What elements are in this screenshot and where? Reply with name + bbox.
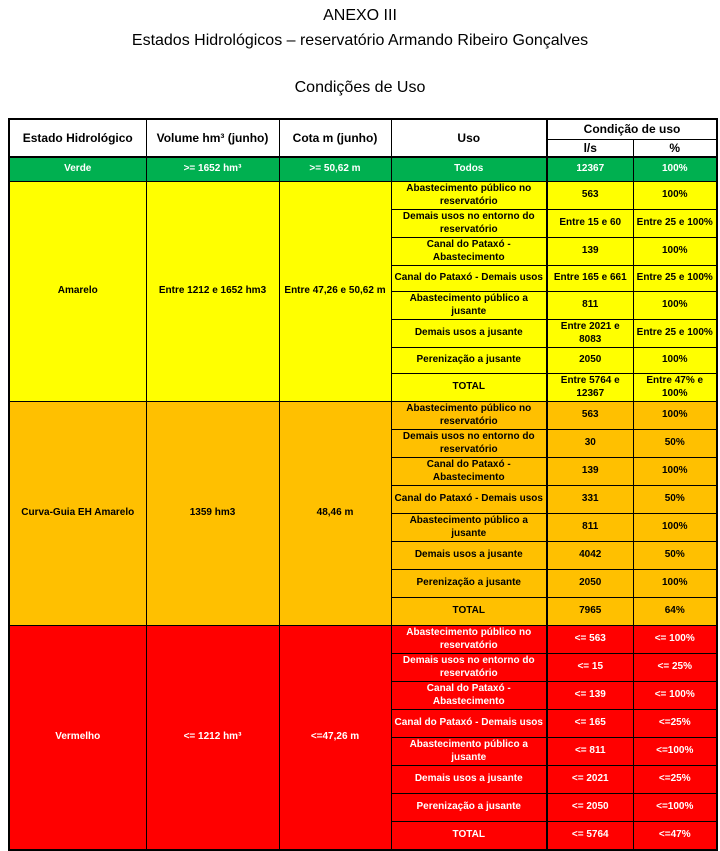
uso-cell: TOTAL: [391, 822, 547, 850]
table-row: [9, 626, 717, 654]
estado-cell: Curva-Guia EH Amarelo: [9, 402, 146, 626]
ls-cell: 563: [547, 402, 633, 430]
uso-cell: Canal do Pataxó - Demais usos: [391, 266, 547, 292]
section-amarelo: [9, 182, 717, 402]
ls-cell: Entre 15 e 60: [547, 210, 633, 238]
ls-cell: <= 139: [547, 682, 633, 710]
pct-cell: 100%: [633, 238, 717, 266]
header-condicao-de-uso: Condição de uso: [547, 119, 717, 139]
pct-cell: 100%: [633, 514, 717, 542]
ls-cell: Entre 5764 e 12367: [547, 374, 633, 402]
pct-cell: <= 100%: [633, 626, 717, 654]
section-curva-guia: [9, 402, 717, 626]
uso-cell: Demais usos a jusante: [391, 320, 547, 348]
table-header: [9, 119, 717, 157]
volume-cell: >= 1652 hm³: [146, 157, 279, 182]
uso-cell: Canal do Pataxó - Demais usos: [391, 710, 547, 738]
ls-cell: <= 2021: [547, 766, 633, 794]
pct-cell: <= 100%: [633, 682, 717, 710]
uso-cell: Perenização a jusante: [391, 348, 547, 374]
pct-cell: 50%: [633, 542, 717, 570]
pct-cell: Entre 25 e 100%: [633, 320, 717, 348]
uso-cell: TOTAL: [391, 598, 547, 626]
uso-cell: Canal do Pataxó - Abastecimento: [391, 682, 547, 710]
uso-cell: Abastecimento público a jusante: [391, 514, 547, 542]
pct-cell: 100%: [633, 348, 717, 374]
ls-cell: 30: [547, 430, 633, 458]
ls-cell: 2050: [547, 570, 633, 598]
uso-cell: Demais usos no entorno do reservatório: [391, 654, 547, 682]
pct-cell: <=100%: [633, 794, 717, 822]
uso-cell: Abastecimento público no reservatório: [391, 402, 547, 430]
pct-cell: 50%: [633, 430, 717, 458]
header-uso: Uso: [391, 119, 547, 157]
pct-cell: 100%: [633, 157, 717, 182]
pct-cell: Entre 25 e 100%: [633, 210, 717, 238]
cota-cell: 48,46 m: [279, 402, 391, 626]
pct-cell: 50%: [633, 486, 717, 514]
ls-cell: <= 15: [547, 654, 633, 682]
uso-cell: Todos: [391, 157, 547, 182]
ls-cell: Entre 165 e 661: [547, 266, 633, 292]
ls-cell: 2050: [547, 348, 633, 374]
uso-cell: Abastecimento público no reservatório: [391, 182, 547, 210]
pct-cell: <= 25%: [633, 654, 717, 682]
uso-cell: Perenização a jusante: [391, 794, 547, 822]
estado-cell: Amarelo: [9, 182, 146, 402]
pct-cell: 100%: [633, 458, 717, 486]
pct-cell: Entre 47% e 100%: [633, 374, 717, 402]
pct-cell: 100%: [633, 182, 717, 210]
ls-cell: <= 165: [547, 710, 633, 738]
table-row: [9, 157, 717, 182]
header-percent: %: [633, 139, 717, 157]
table-row: [9, 402, 717, 430]
uso-cell: Demais usos a jusante: [391, 766, 547, 794]
doc-title: ANEXO III: [323, 7, 397, 24]
section-vermelho: [9, 626, 717, 850]
condicoes-de-uso-table: [8, 118, 718, 851]
ls-cell: 563: [547, 182, 633, 210]
cota-cell: Entre 47,26 e 50,62 m: [279, 182, 391, 402]
uso-cell: Canal do Pataxó - Abastecimento: [391, 458, 547, 486]
pct-cell: <=47%: [633, 822, 717, 850]
ls-cell: <= 5764: [547, 822, 633, 850]
document-header: [0, 0, 720, 97]
uso-cell: TOTAL: [391, 374, 547, 402]
cota-cell: >= 50,62 m: [279, 157, 391, 182]
header-row-1: [9, 119, 717, 139]
table-row: [9, 182, 717, 210]
uso-cell: Demais usos no entorno do reservatório: [391, 430, 547, 458]
ls-cell: 7965: [547, 598, 633, 626]
uso-cell: Canal do Pataxó - Abastecimento: [391, 238, 547, 266]
uso-cell: Demais usos no entorno do reservatório: [391, 210, 547, 238]
ls-cell: Entre 2021 e 8083: [547, 320, 633, 348]
uso-cell: Abastecimento público a jusante: [391, 292, 547, 320]
header-ls: l/s: [547, 139, 633, 157]
ls-cell: 139: [547, 238, 633, 266]
doc-subtitle: Estados Hidrológicos – reservatório Armando Ribeiro Gonçalves: [131, 32, 589, 49]
header-volume: Volume hm³ (junho): [146, 119, 279, 157]
uso-cell: Demais usos a jusante: [391, 542, 547, 570]
cota-cell: <=47,26 m: [279, 626, 391, 850]
section-verde: [9, 157, 717, 182]
uso-cell: Perenização a jusante: [391, 570, 547, 598]
ls-cell: 811: [547, 514, 633, 542]
pct-cell: 100%: [633, 570, 717, 598]
ls-cell: 4042: [547, 542, 633, 570]
volume-cell: 1359 hm3: [146, 402, 279, 626]
ls-cell: <= 563: [547, 626, 633, 654]
pct-cell: 64%: [633, 598, 717, 626]
pct-cell: <=25%: [633, 710, 717, 738]
ls-cell: <= 2050: [547, 794, 633, 822]
pct-cell: Entre 25 e 100%: [633, 266, 717, 292]
estado-cell: Vermelho: [9, 626, 146, 850]
pct-cell: 100%: [633, 402, 717, 430]
header-estado-hidrologico: Estado Hidrológico: [9, 119, 146, 157]
pct-cell: <=100%: [633, 738, 717, 766]
volume-cell: Entre 1212 e 1652 hm3: [146, 182, 279, 402]
uso-cell: Canal do Pataxó - Demais usos: [391, 486, 547, 514]
volume-cell: <= 1212 hm³: [146, 626, 279, 850]
uso-cell: Abastecimento público a jusante: [391, 738, 547, 766]
ls-cell: 331: [547, 486, 633, 514]
ls-cell: 12367: [547, 157, 633, 182]
table-caption: Condições de Uso: [294, 79, 426, 96]
header-cota: Cota m (junho): [279, 119, 391, 157]
estado-cell: Verde: [9, 157, 146, 182]
ls-cell: 811: [547, 292, 633, 320]
pct-cell: 100%: [633, 292, 717, 320]
ls-cell: <= 811: [547, 738, 633, 766]
pct-cell: <=25%: [633, 766, 717, 794]
uso-cell: Abastecimento público no reservatório: [391, 626, 547, 654]
ls-cell: 139: [547, 458, 633, 486]
